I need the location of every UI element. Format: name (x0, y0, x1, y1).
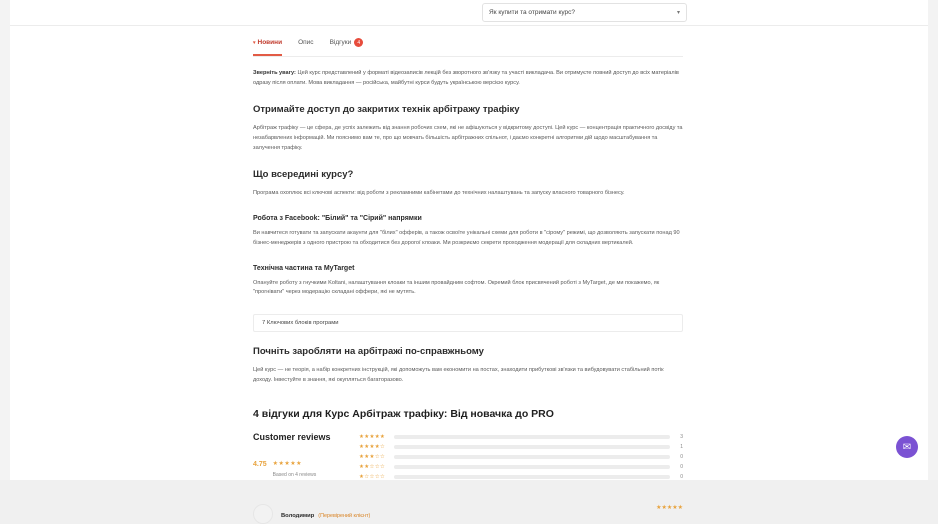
subsection-paragraph-facebook: Ви навчитеся готувати та запускати акаунти для "білих" офферів, а також освоїте унікальні схеми для роботи в "сірому" режимі, що дозволяють запускати понад 90 бізнес-менеджерів з одного пристрою та обходитися без дорогої клоаки. Ми розкриємо секрети проходження модерації для складних вертикалей. (253, 230, 680, 246)
right-gutter (928, 0, 938, 480)
chevron-down-icon: ▾ (676, 10, 680, 16)
chat-glyph: ✉ (902, 441, 912, 453)
section-heading-inside: Що всередині курсу? (253, 169, 354, 181)
accordion-program-blocks[interactable] (253, 314, 683, 332)
tab-news[interactable] (253, 39, 282, 50)
bar-track (394, 465, 670, 469)
rating-stars-icon: ★★★★★ (272, 460, 303, 467)
accordion-label: 7 Ключових блоків програми (262, 320, 339, 327)
section-heading-access: Отримайте доступ до закритих технік арбітражу трафіку (253, 104, 520, 115)
bar-track (394, 445, 670, 449)
rating-bar-row[interactable] (359, 444, 683, 450)
attention-note-lead: Зверніть увагу: (253, 70, 296, 76)
section-heading-earn: Почніть заробляти на арбітражі по-справжньому (253, 346, 484, 358)
rating-based-on: Based on 4 reviews (272, 471, 317, 478)
section-paragraph-earn: Цей курс — не теорія, а набір конкретних інструкцій, які допоможуть вам економити на постах, знаходити прибуткові зв'язки та вибудовувати стабільний потік доходу. Інвестуйте в знання, які окупляться багаторазово. (253, 367, 664, 384)
customer-reviews-heading: Customer reviews (253, 431, 331, 442)
tab-description[interactable] (298, 39, 313, 50)
rating-score-box (253, 452, 345, 478)
bar-stars-icon: ★☆☆☆☆ (359, 473, 386, 480)
customer-reviews-summary (253, 432, 683, 484)
bar-stars-icon: ★★★☆☆ (359, 453, 386, 460)
reviews-title: 4 відгуки для Курс Арбітраж трафіку: Від новачка до PRO (253, 407, 554, 420)
customer-reviews-left (253, 432, 345, 478)
caret-icon: ▾ (253, 40, 256, 46)
bar-track (394, 475, 670, 479)
rating-breakdown (359, 432, 683, 484)
faq-select-value: Як купити та отримати курс? (489, 9, 576, 16)
bar-count: 3 (680, 433, 683, 440)
attention-note-text: Цей курс представлений у форматі відеозаписів лекцій без зворотного зв'язку та участі викладача. Ви отримуєте повний доступ до всіх матеріалів одразу після оплати. Мова викладання — російська, майбутні курси будуть українською версією курсу. (253, 70, 679, 86)
bar-count: 0 (680, 453, 683, 460)
section-paragraph-inside: Програма охоплює всі ключові аспекти: від роботи з рекламними кабінетами до технічних налаштувань та запуску власного товарного бізнесу. (253, 190, 625, 197)
tab-reviews[interactable] (330, 38, 364, 51)
review-author-name: Володимир (281, 512, 315, 519)
bar-track (394, 435, 670, 439)
tab-news-label: Новини (257, 39, 283, 46)
bar-stars-icon: ★★★★☆ (359, 443, 386, 450)
rating-bar-row[interactable] (359, 474, 683, 480)
left-gutter (0, 0, 10, 480)
review-list-item (253, 504, 683, 524)
tab-bar (253, 38, 683, 57)
tab-description-label: Опис (298, 39, 314, 46)
bar-count: 0 (680, 473, 683, 480)
bar-count: 0 (680, 463, 683, 470)
chat-bubble-icon[interactable] (896, 436, 918, 458)
rating-score: 4.75 (253, 461, 267, 469)
tab-reviews-badge: 4 (354, 38, 363, 47)
subsection-heading-mytarget: Технічна частина та MyTarget (253, 264, 355, 272)
bar-track (394, 455, 670, 459)
bar-stars-icon: ★★☆☆☆ (359, 463, 386, 470)
bar-count: 1 (680, 443, 683, 450)
faq-select[interactable] (482, 3, 687, 22)
rating-bar-row[interactable] (359, 464, 683, 470)
attention-note (253, 69, 683, 88)
rating-bar-row[interactable] (359, 454, 683, 460)
rating-bar-row[interactable] (359, 434, 683, 440)
top-bar (10, 0, 928, 26)
review-verified-label: (Перевірений клієнт) (318, 512, 371, 519)
section-paragraph-access: Арбітраж трафіку — це сфера, де успіх залежить від знання робочих схем, які не афішуються у відкритому доступі. Цей курс — концентрація практичного досвіду та незабарвлених інформацій. Ми пояснимо вам те, про що мовчать більшість арбітражних спільнот, і даємо конкретні алгоритми дій щодо масштабування та залучення трафіку. (253, 125, 683, 151)
user-avatar-icon (253, 504, 273, 524)
bar-stars-icon: ★★★★★ (359, 433, 386, 440)
review-stars-icon: ★★★★★ (656, 504, 683, 511)
subsection-heading-facebook: Робота з Facebook: "Білий" та "Сірий" напрямки (253, 215, 422, 223)
tab-reviews-label: Відгуки (329, 39, 352, 47)
subsection-paragraph-mytarget: Опануйте роботу з гнучкими Koltani, налаштування клоаки та іншим провайдним софтом. Окремий блок присвячений роботі з MyTarget, де ми покажемо, як "прогнівати" через модерацію складані оффери, які не мутять. (253, 279, 660, 296)
main-content (253, 38, 683, 524)
